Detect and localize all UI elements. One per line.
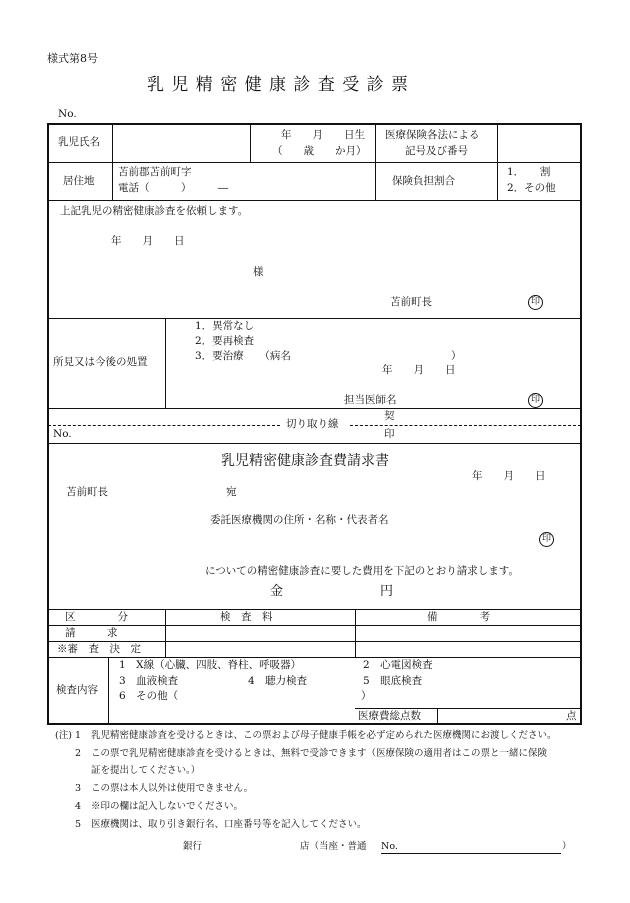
- table-row-review: ※審 査 決 定: [57, 643, 141, 655]
- finding-option-1: 1．異常なし: [195, 320, 255, 332]
- claim-number-label: No.: [53, 428, 72, 440]
- seal-mark: 印: [528, 393, 543, 408]
- burden-ratio-label: 保険負担割合: [392, 175, 455, 187]
- institution-label: 委託医療機関の住所・名称・代表者名: [210, 514, 389, 526]
- finding-option-3: 3．要治療 （病名: [195, 350, 291, 362]
- branch-label: 店（当座・普通: [300, 841, 367, 852]
- claim-statement: についての精密健康診査に要した費用を下記のとおり請求します。: [205, 565, 519, 577]
- note-3: 3 この票は本人以外は使用できません。: [74, 783, 254, 795]
- claim-addressee: 苫前町長: [66, 486, 108, 498]
- note-2-cont: 証を提出してください。）: [91, 765, 201, 777]
- exam-item-4: 4 聴力検査: [248, 675, 308, 687]
- points-unit: 点: [566, 710, 577, 722]
- seal-mark: 印: [539, 532, 554, 547]
- cut-line-label: 切り取り線: [286, 418, 339, 430]
- claim-addressee-suffix: 宛: [226, 486, 237, 498]
- insurance-number-label: 記号及び番号: [405, 145, 468, 157]
- request-addressee-suffix: 様: [253, 266, 264, 278]
- amount-unit: 円: [380, 584, 394, 599]
- claim-date: 年 月 日: [472, 470, 546, 482]
- exam-item-3: 3 血液検査: [119, 675, 179, 687]
- claim-title: 乳児精密健康診査費請求書: [221, 453, 389, 469]
- phone-text: 電話（ ） ―: [118, 182, 229, 194]
- contract-mark: 契: [384, 410, 395, 422]
- table-header-fee: 検 査 料: [220, 611, 273, 623]
- finding-option-2: 2．要再検査: [195, 335, 255, 347]
- form-number: 様式第8号: [47, 52, 98, 65]
- total-points-label: 医療費総点数: [358, 710, 421, 722]
- doctor-name-label: 担当医師名: [344, 394, 397, 406]
- account-number-label: No.: [381, 841, 398, 852]
- note-2: 2 この票で乳児精密健康診査を受けるときは、無料で受診できます（医療保険の適用者はこの票と一緒に保険: [74, 747, 548, 759]
- note-4: 4 ※印の欄は記入しないでください。: [74, 800, 244, 812]
- stamp-mark: 印: [384, 428, 395, 440]
- disease-close-paren: ）: [451, 350, 462, 362]
- exam-content-label: 検査内容: [56, 684, 98, 696]
- note-1: (注) 1 乳児精密健康診査を受けるときは、この票および母子健康手帳を必ず定められた医療機関にお渡しください。: [55, 730, 557, 741]
- table-header-remarks: 備 考: [427, 611, 490, 623]
- notes: [53, 727, 581, 833]
- insurance-label: 医療保険各法による: [385, 129, 480, 141]
- residence-label: 居住地: [63, 175, 95, 187]
- burden-option-2: 2．その他: [507, 182, 556, 194]
- findings-date: 年 月 日: [382, 364, 456, 376]
- amount-label: 金: [270, 584, 284, 599]
- address-text: 苫前郡苫前町字: [118, 166, 192, 178]
- account-number-line: [381, 853, 561, 854]
- receipt-number-label: No.: [58, 108, 77, 120]
- birth-date-label: 年 月 日生: [281, 129, 365, 141]
- findings-label: 所見又は今後の処置: [53, 356, 148, 368]
- exam-item-5: 5 眼底検査: [363, 675, 423, 687]
- seal-mark: 印: [528, 295, 543, 310]
- bank-label: 銀行: [183, 841, 203, 852]
- request-date: 年 月 日: [111, 235, 185, 247]
- note-5: 5 医療機関は、取り引き銀行名、口座番号等を記入してください。: [74, 818, 367, 830]
- exam-item-1: 1 X線（心臓、四肢、脊柱、呼吸器）: [119, 659, 302, 671]
- request-text: 上記乳児の精密健康診査を依頼します。: [60, 205, 249, 217]
- burden-option-1: 1． 割: [507, 166, 551, 178]
- exam-item-6: 6 その他（: [119, 690, 179, 702]
- table-header-category: 区 分: [65, 611, 128, 623]
- page-title: 乳 児 精 密 健 康 診 査 受 診 票: [147, 75, 410, 95]
- age-label: （ 歳 か月）: [272, 145, 367, 157]
- exam-item-2: 2 心電図検査: [363, 659, 433, 671]
- mayor-label: 苫前町長: [390, 296, 432, 308]
- infant-name-label: 乳児氏名: [58, 136, 100, 148]
- exam-other-close-paren: ）: [361, 690, 372, 702]
- table-row-claim: 請 求: [65, 627, 118, 639]
- account-close-paren: ）: [562, 841, 572, 852]
